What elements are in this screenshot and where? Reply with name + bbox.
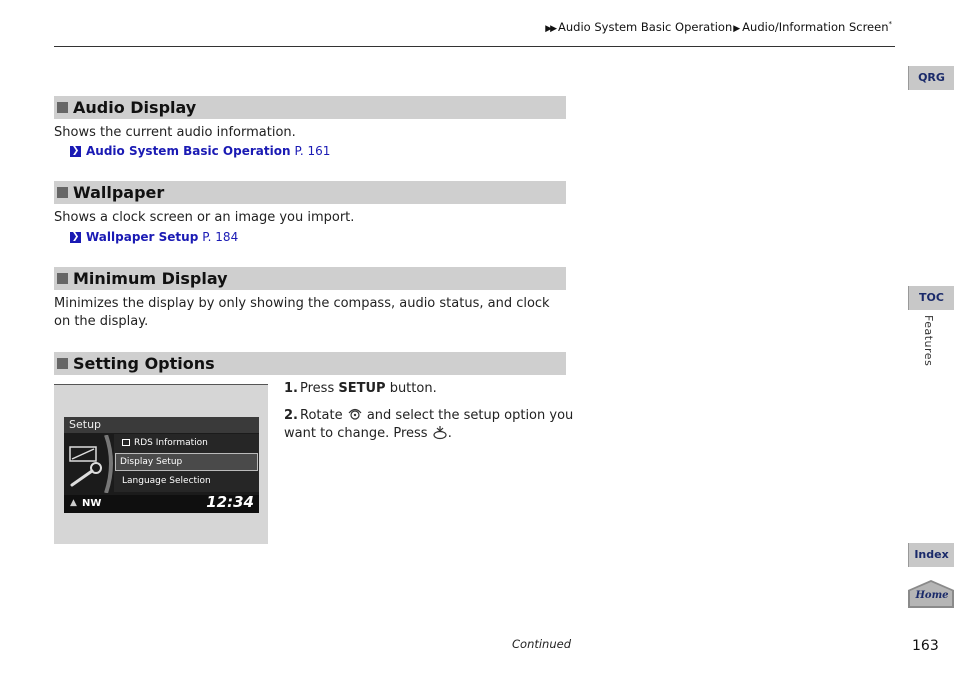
square-bullet-icon — [57, 273, 68, 284]
section-header-minimum-display — [54, 267, 566, 290]
tab-toc[interactable]: TOC — [908, 286, 954, 310]
tab-index[interactable]: Index — [908, 543, 954, 567]
menu-item-rds-information[interactable] — [122, 438, 208, 448]
home-button[interactable] — [908, 580, 954, 608]
xref-label: Audio System Basic Operation — [86, 144, 291, 158]
square-bullet-icon — [57, 187, 68, 198]
screen-title: Setup — [64, 417, 259, 433]
section-title: Audio Display — [73, 98, 197, 117]
menu-item-label: Display Setup — [120, 457, 183, 467]
compass-heading: NW — [82, 498, 102, 509]
setup-screen — [64, 417, 259, 513]
xref-page: P. 161 — [294, 144, 331, 158]
breadcrumb — [545, 20, 892, 34]
compass-arrow-icon: ▲ — [70, 498, 77, 508]
xref-wallpaper-setup[interactable] — [70, 230, 238, 244]
section-title: Wallpaper — [73, 183, 165, 202]
wallpaper-text: Shows a clock screen or an image you import. — [54, 210, 355, 225]
step-1: 1. Press SETUP button. — [284, 381, 437, 396]
menu-item-language-selection[interactable] — [122, 476, 211, 486]
audio-display-text: Shows the current audio information. — [54, 125, 296, 140]
page-number: 163 — [912, 638, 939, 654]
setup-button-label: SETUP — [338, 381, 386, 396]
section-header-audio-display — [54, 96, 566, 119]
menu-item-label: RDS Information — [134, 438, 208, 448]
wrench-icon — [68, 435, 116, 493]
step-2: 2. Rotate and select the setup option you want to change. Press . — [284, 408, 574, 441]
section-header-wallpaper — [54, 181, 566, 204]
breadcrumb-audio-information[interactable]: Audio/Information Screen — [742, 20, 889, 34]
tab-qrg[interactable]: QRG — [908, 66, 954, 90]
triangle-icon: ▶ — [733, 24, 741, 34]
xref-arrow-icon: ❯ — [71, 145, 80, 156]
menu-item-label: Language Selection — [122, 476, 211, 486]
square-bullet-icon — [57, 102, 68, 113]
xref-audio-system-basic-operation[interactable] — [70, 144, 330, 158]
section-header-setting-options — [54, 352, 566, 375]
xref-arrow-icon: ❯ — [71, 231, 80, 242]
section-title: Minimum Display — [73, 269, 228, 288]
home-label: Home — [915, 590, 949, 601]
interface-dial-press-icon — [432, 425, 448, 440]
double-triangle-icon: ▶▶ — [545, 24, 556, 34]
setup-screen-illustration — [54, 384, 268, 544]
interface-dial-rotate-icon — [347, 407, 363, 421]
clock: 12:34 — [206, 493, 254, 511]
minimum-display-text: Minimizes the display by only showing the compass, audio status, and clock on the display. — [54, 296, 550, 329]
xref-label: Wallpaper Setup — [86, 230, 199, 244]
continued-label: Continued — [512, 637, 572, 651]
section-title: Setting Options — [73, 354, 215, 373]
breadcrumb-asterisk: * — [888, 20, 892, 29]
checkbox-icon — [122, 439, 130, 446]
breadcrumb-audio-system[interactable]: Audio System Basic Operation — [558, 20, 733, 34]
square-bullet-icon — [57, 358, 68, 369]
menu-item-display-setup[interactable] — [120, 457, 182, 467]
top-divider — [54, 46, 895, 47]
xref-page: P. 184 — [202, 230, 239, 244]
chapter-label-features: Features — [922, 315, 935, 367]
